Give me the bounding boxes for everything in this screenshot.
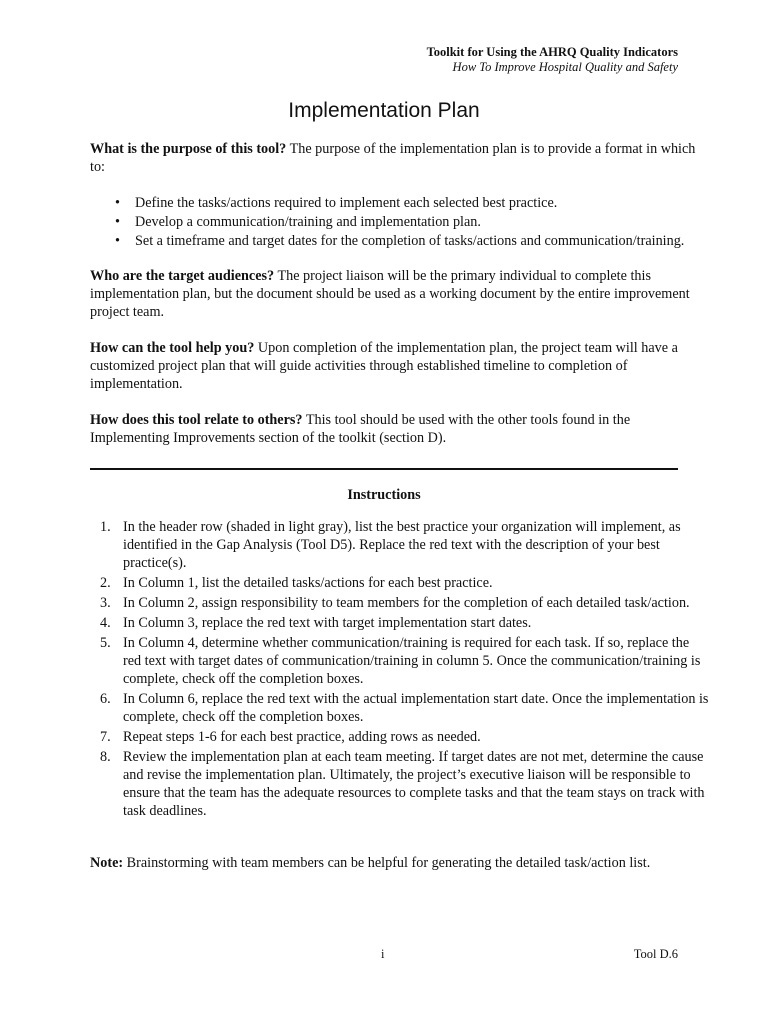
list-item xyxy=(115,232,710,250)
step-number: 1. xyxy=(100,519,111,535)
document-body xyxy=(90,140,710,890)
purpose-bullet-list xyxy=(90,194,710,250)
note-paragraph xyxy=(90,854,710,872)
list-item xyxy=(100,748,710,820)
step-number: 8. xyxy=(100,749,111,765)
list-item xyxy=(100,728,710,746)
page-title: Implementation Plan xyxy=(288,99,480,122)
step-number: 3. xyxy=(100,595,111,611)
bullet-text: Define the tasks/actions required to implement each selected best practice. xyxy=(135,195,558,211)
help-answer: Upon completion of the implementation plan, the project team will have a customized project plan that will guide activities through established timeline to completion of implementation. xyxy=(90,340,678,392)
page-number: i xyxy=(381,947,385,961)
audiences-answer: The project liaison will be the primary individual to complete this implementation plan, but the document should be used as a working document by the entire improvement project team. xyxy=(90,268,690,320)
instructions-heading: Instructions xyxy=(347,487,421,503)
step-text: Repeat steps 1-6 for each best practice, adding rows as needed. xyxy=(123,729,481,745)
step-text: In Column 3, replace the red text with target implementation start dates. xyxy=(123,615,532,631)
step-text: Review the implementation plan at each team meeting. If target dates are not met, determine the cause and revise the implementation plan. Ultimately, the project’s executive liaison will be responsible to ensure that the team has the adequate resources to complete tasks and that the team stays on track with task deadlines. xyxy=(123,749,705,819)
note-text: Brainstorming with team members can be helpful for generating the detailed task/action list. xyxy=(123,855,651,871)
step-number: 4. xyxy=(100,615,111,631)
help-question: How can the tool help you? xyxy=(90,340,255,356)
step-number: 6. xyxy=(100,691,111,707)
relate-answer: This tool should be used with the other tools found in the Implementing Improvements section of the toolkit (section D). xyxy=(90,412,631,446)
header-toolkit-title: Toolkit for Using the AHRQ Quality Indicators xyxy=(426,45,678,59)
running-header xyxy=(427,45,678,75)
purpose-paragraph xyxy=(90,140,710,176)
step-text: In Column 2, assign responsibility to team members for the completion of each detailed task/action. xyxy=(123,595,690,611)
step-text: In the header row (shaded in light gray), list the best practice your organization will implement, as identified in the Gap Analysis (Tool D5). Replace the red text with the description of your best practice(s). xyxy=(123,519,681,571)
list-item xyxy=(100,594,710,612)
step-text: In Column 6, replace the red text with the actual implementation start date. Once the implementation is complete, check off the completion boxes. xyxy=(123,691,709,725)
list-item xyxy=(100,518,710,572)
audiences-paragraph xyxy=(90,267,710,321)
section-divider xyxy=(90,468,678,470)
note-label: Note: xyxy=(90,855,124,871)
list-item xyxy=(100,690,710,726)
step-number: 7. xyxy=(100,729,111,745)
tool-number: Tool D.6 xyxy=(633,947,678,961)
bullet-icon: • xyxy=(115,214,120,230)
bullet-icon: • xyxy=(115,233,120,249)
bullet-text: Develop a communication/training and implementation plan. xyxy=(135,214,481,230)
list-item xyxy=(100,634,710,688)
instructions-list xyxy=(90,518,710,820)
step-text: In Column 4, determine whether communication/training is required for each task. If so, replace the red text with target dates of communication/training in column 5. Once the communication/training is complete, check off the completion boxes. xyxy=(123,635,701,687)
list-item xyxy=(115,213,710,231)
step-number: 5. xyxy=(100,635,111,651)
list-item xyxy=(115,194,710,212)
relate-paragraph xyxy=(90,411,710,447)
list-item xyxy=(100,574,710,592)
list-item xyxy=(100,614,710,632)
purpose-answer: The purpose of the implementation plan is to provide a format in which to: xyxy=(90,141,696,175)
step-text: In Column 1, list the detailed tasks/actions for each best practice. xyxy=(123,575,493,591)
bullet-text: Set a timeframe and target dates for the completion of tasks/actions and communication/training. xyxy=(135,233,685,249)
audiences-question: Who are the target audiences? xyxy=(90,268,275,284)
header-subtitle: How To Improve Hospital Quality and Safety xyxy=(452,60,678,74)
help-paragraph xyxy=(90,339,710,393)
purpose-question: What is the purpose of this tool? xyxy=(90,141,287,157)
bullet-icon: • xyxy=(115,195,120,211)
step-number: 2. xyxy=(100,575,111,591)
relate-question: How does this tool relate to others? xyxy=(90,412,303,428)
